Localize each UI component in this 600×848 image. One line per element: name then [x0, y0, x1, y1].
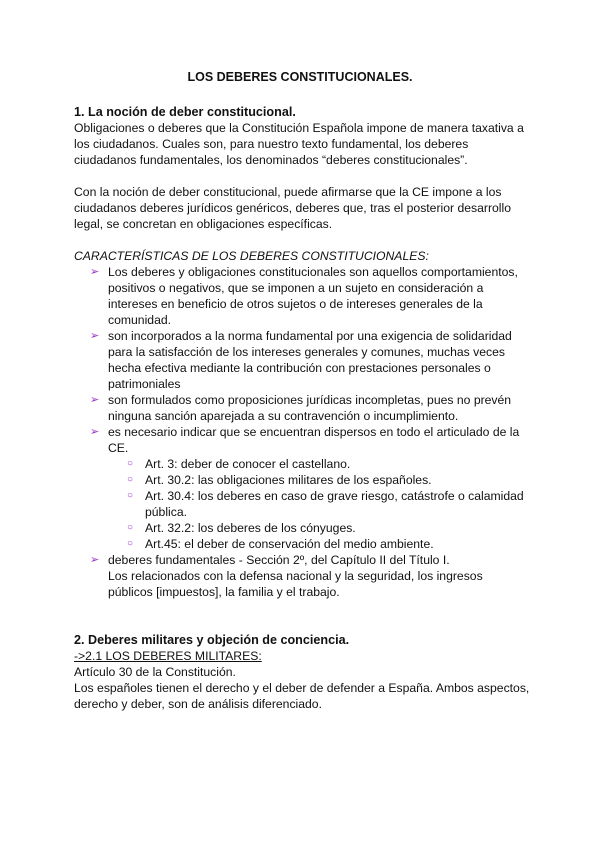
sub-list-item — [108, 488, 536, 520]
arrow-bullet-icon: ➢ — [90, 554, 100, 566]
section-1-para-2 — [74, 184, 536, 232]
text-line: ninguna sanción aparejada a su contravención o incumplimiento. — [108, 409, 459, 423]
text-line: son incorporados a la norma fundamental por una exigencia de solidaridad — [108, 329, 512, 343]
list-item — [74, 264, 536, 328]
text-line: positivos o negativos, que se imponen a un sujeto en consideración a — [108, 281, 484, 295]
section-2-para — [74, 680, 536, 712]
sub-list-item — [108, 520, 536, 536]
circle-bullet-icon: ○ — [127, 458, 134, 469]
text-line: comunidad. — [108, 313, 172, 327]
article-reference: Artículo 30 de la Constitución. — [74, 665, 236, 679]
list-item — [74, 552, 536, 600]
characteristics-block — [74, 248, 536, 600]
text-line: hecha efectiva mediante la contribución con prestaciones personales o — [108, 361, 491, 375]
list-item — [74, 328, 536, 392]
text-line: los ciudadanos. Cuales son, para nuestro texto fundamental, los deberes — [74, 137, 469, 151]
text-line: para la satisfacción de los intereses generales y comunes, muchas veces — [108, 345, 505, 359]
text-line: Art. 30.2: las obligaciones militares de los españoles. — [145, 473, 432, 487]
arrow-bullet-icon: ➢ — [90, 426, 100, 438]
circle-bullet-icon: ○ — [127, 474, 134, 485]
section-2 — [74, 632, 536, 712]
articles-sublist — [108, 456, 536, 552]
list-item — [74, 392, 536, 424]
section-2-subheading: ->2.1 LOS DEBERES MILITARES: — [74, 649, 262, 663]
document-title: LOS DEBERES CONSTITUCIONALES. — [187, 70, 413, 84]
text-line: ciudadanos fundamentales, los denominados “deberes constitucionales”. — [74, 153, 468, 167]
text-line: Con la noción de deber constitucional, puede afirmarse que la CE impone a los — [74, 185, 502, 199]
sub-list-item — [108, 456, 536, 472]
sub-list-item — [108, 472, 536, 488]
arrow-bullet-icon: ➢ — [90, 330, 100, 342]
text-line: deberes fundamentales - Sección 2º, del Capítulo II del Título I. — [108, 553, 450, 567]
circle-bullet-icon: ○ — [127, 522, 134, 533]
text-line: Los españoles tienen el derecho y el deber de defender a España. Ambos aspectos, — [74, 681, 530, 695]
text-line: intereses en beneficio de otros sujetos o de intereses generales de la — [108, 297, 483, 311]
text-line: pública. — [145, 505, 188, 519]
text-line: Art.45: el deber de conservación del medio ambiente. — [145, 537, 434, 551]
text-line: Los relacionados con la defensa nacional y la seguridad, los ingresos — [108, 569, 483, 583]
sub-list-item — [108, 536, 536, 552]
section-1-para-1 — [74, 120, 536, 168]
text-line: públicos [impuestos], la familia y el trabajo. — [108, 585, 340, 599]
characteristics-heading: CARACTERÍSTICAS DE LOS DEBERES CONSTITUCIONALES: — [74, 249, 429, 263]
text-line: son formulados como proposiciones jurídicas incompletas, pues no prevén — [108, 393, 512, 407]
text-line: Art. 30.4: los deberes en caso de grave riesgo, catástrofe o calamidad — [145, 489, 524, 503]
circle-bullet-icon: ○ — [127, 538, 134, 549]
section-1-heading: 1. La noción de deber constitucional. — [74, 105, 296, 119]
list-item — [74, 424, 536, 552]
text-line: patrimoniales — [108, 377, 181, 391]
section-1 — [74, 104, 536, 168]
text-line: legal, se concretan en obligaciones específicas. — [74, 217, 333, 231]
arrow-bullet-icon: ➢ — [90, 394, 100, 406]
text-line: Obligaciones o deberes que la Constitución Española impone de manera taxativa a — [74, 121, 524, 135]
text-line: Art. 3: deber de conocer el castellano. — [145, 457, 351, 471]
text-line: es necesario indicar que se encuentran dispersos en todo el articulado de la — [108, 425, 520, 439]
text-line: Art. 32.2: los deberes de los cónyuges. — [145, 521, 356, 535]
arrow-bullet-icon: ➢ — [90, 266, 100, 278]
circle-bullet-icon: ○ — [127, 490, 134, 501]
text-line: Los deberes y obligaciones constitucionales son aquellos comportamientos, — [108, 265, 518, 279]
section-2-heading: 2. Deberes militares y objeción de conciencia. — [74, 633, 350, 647]
text-line: derecho y deber, son de análisis diferenciado. — [74, 697, 322, 711]
text-line: CE. — [108, 441, 129, 455]
characteristics-list — [74, 264, 536, 600]
text-line: ciudadanos deberes jurídicos genéricos, deberes que, tras el posterior desarrollo — [74, 201, 511, 215]
